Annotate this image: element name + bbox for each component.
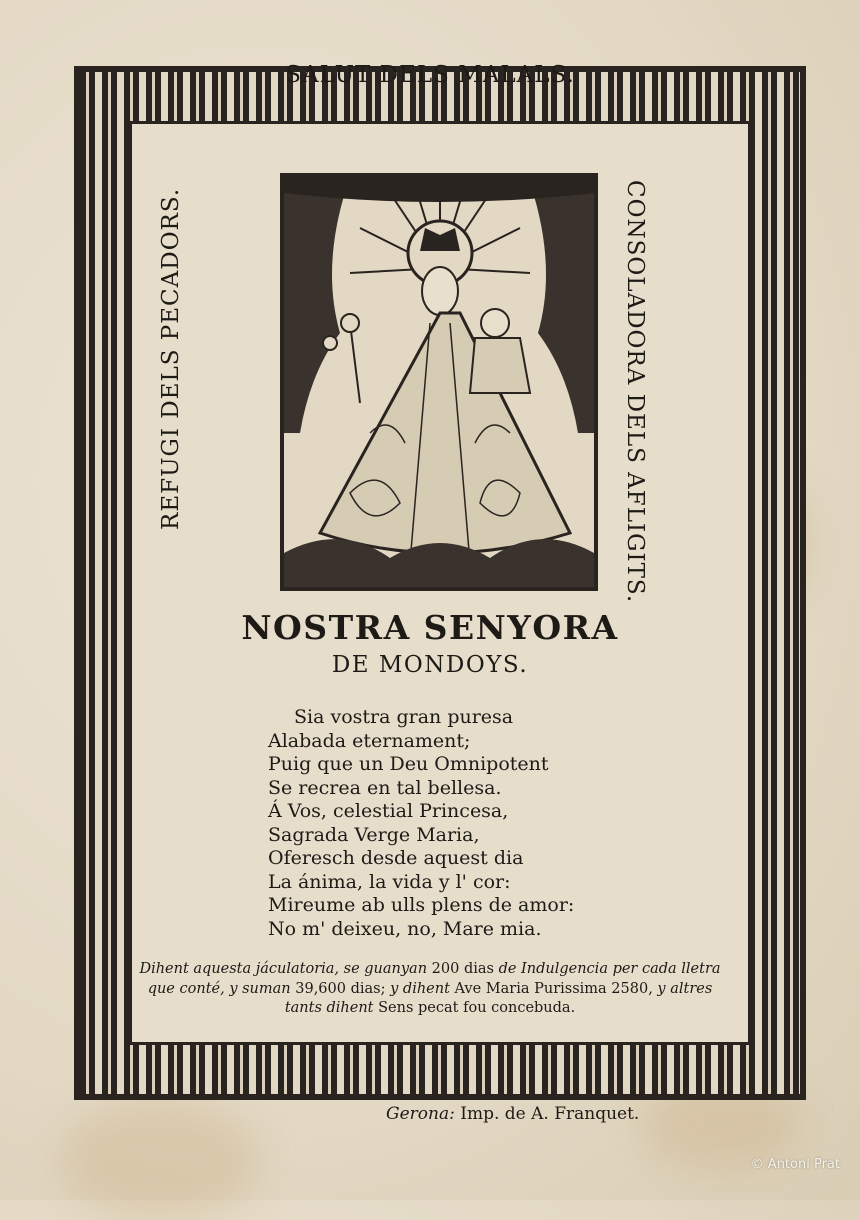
poem-line: No m' deixeu, no, Mare mia. <box>268 917 542 940</box>
note-part: 39,600 dias; <box>295 980 386 997</box>
note-part: de Indulgencia per cada lletra que conté, y suman <box>147 961 721 997</box>
note-part: Dihent aquesta jáculatoria, se guanyan <box>139 961 428 977</box>
poem-line: Sia vostra gran puresa <box>294 706 514 728</box>
face <box>422 267 458 315</box>
poem-line: Se recrea en tal bellesa. <box>268 776 502 799</box>
heading-right: CONSOLADORA DELS AFLIGITS. <box>622 180 648 604</box>
note-part: 200 dias <box>431 961 494 977</box>
poem-line: Mireume ab ulls plens de amor: <box>268 894 575 916</box>
imprint <box>386 1104 639 1124</box>
note-part: y dihent <box>390 980 450 997</box>
poem-line: Puig que un Deu Omnipotent <box>268 753 549 775</box>
photo-credit: © Antoni Prat <box>750 1157 840 1172</box>
heading-top: SALUT DELS MALALS. <box>285 62 575 88</box>
indulgence-note <box>128 960 732 1019</box>
clouds <box>284 539 594 587</box>
child-face <box>481 309 509 337</box>
poem-line: Sagrada Verge Maria, <box>268 823 480 846</box>
child-robe <box>470 338 530 393</box>
note-part: Ave Maria Purissima 2580, <box>454 980 653 997</box>
poem <box>268 706 574 941</box>
subtitle: DE MONDOYS. <box>331 652 529 678</box>
imprint-city: Gerona: <box>386 1104 455 1124</box>
virgin-engraving-illustration <box>280 173 598 591</box>
imprint-printer: Imp. de A. Franquet. <box>460 1104 640 1124</box>
poem-line: La ánima, la vida y l' cor: <box>268 870 511 893</box>
note-part: y altres tants dihent <box>284 980 713 1016</box>
heading-left: REFUGI DELS PECADORS. <box>158 187 184 530</box>
poem-line: Alabada eternament; <box>268 729 471 752</box>
note-part: Sens pecat fou concebuda. <box>378 1000 576 1016</box>
poem-line: Á Vos, celestial Princesa, <box>268 800 509 822</box>
poem-line: Oferesch desde aquest dia <box>268 847 524 869</box>
title: NOSTRA SENYORA <box>241 608 619 647</box>
